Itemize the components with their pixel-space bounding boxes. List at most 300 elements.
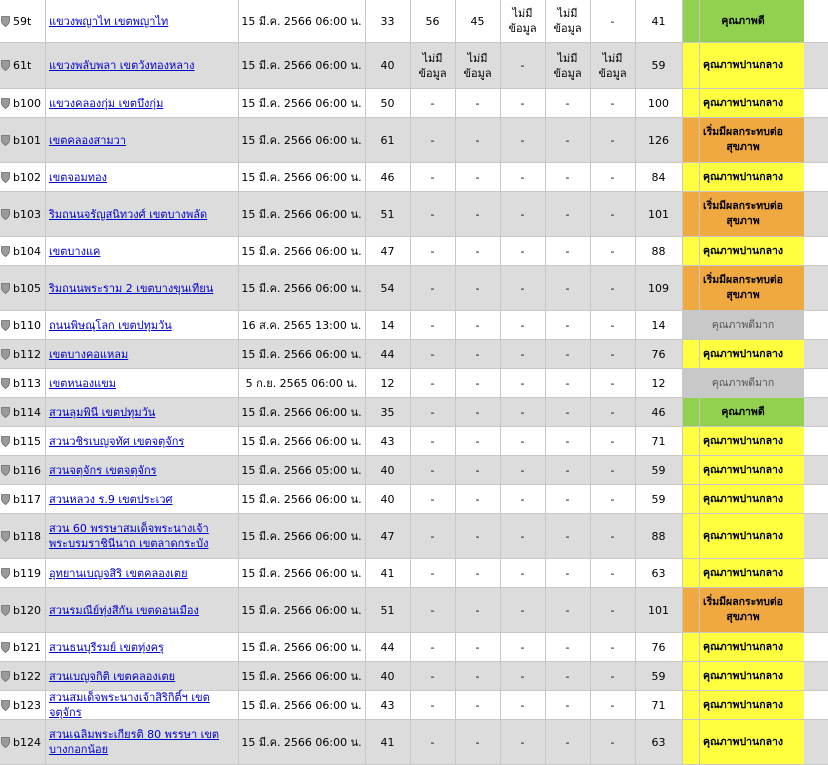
pm10-value: -	[475, 405, 480, 419]
quality-badge: คุณภาพดีมาก	[682, 311, 804, 339]
column-divider	[635, 485, 636, 513]
column-divider	[455, 398, 456, 426]
station-name-cell	[45, 566, 238, 581]
column-divider	[410, 192, 411, 236]
station-link[interactable]: สวน 60 พรรษาสมเด็จพระนางเจ้าพระบรมราชินีนาถ เขตลาดกระบัง	[49, 522, 209, 550]
station-id: b115	[13, 434, 41, 448]
pm10-value: ไม่มี ข้อมูล	[463, 51, 492, 80]
pm10-value: -	[475, 244, 480, 258]
column-divider	[238, 118, 239, 162]
quality-badge: คุณภาพปานกลาง	[682, 340, 804, 368]
column-divider	[410, 720, 411, 764]
table-row	[0, 456, 828, 485]
column-divider	[238, 514, 239, 558]
table-row	[0, 311, 828, 340]
co-value: -	[565, 281, 570, 295]
max-value: 71	[651, 434, 666, 448]
no2-value: -	[610, 376, 615, 390]
column-divider	[365, 311, 366, 339]
shield-icon	[1, 135, 10, 146]
column-divider	[455, 369, 456, 397]
shield-icon	[1, 671, 10, 682]
column-divider	[682, 662, 683, 690]
station-id-cell	[0, 464, 45, 477]
measure-time: 5 ก.ย. 2565 06:00 น.	[245, 376, 358, 390]
column-divider	[682, 118, 683, 162]
column-divider	[699, 398, 700, 426]
column-divider	[365, 662, 366, 690]
co-value: -	[565, 347, 570, 361]
station-link[interactable]: เขตบางแค	[49, 244, 101, 258]
column-divider	[238, 369, 239, 397]
pm25-value: -	[430, 170, 435, 184]
aqi-value: 43	[380, 698, 395, 712]
pm10-value: -	[475, 492, 480, 506]
column-divider	[365, 163, 366, 191]
column-divider	[238, 43, 239, 88]
column-divider	[45, 237, 46, 265]
column-divider	[682, 456, 683, 484]
quality-badge: คุณภาพปานกลาง	[682, 485, 804, 513]
column-divider	[45, 192, 46, 236]
column-divider	[590, 720, 591, 764]
column-divider	[682, 163, 683, 191]
pm25-value: -	[430, 318, 435, 332]
column-divider	[410, 662, 411, 690]
station-link[interactable]: แขวงพลับพลา เขตวังทองหลาง	[49, 59, 195, 72]
pm25-value: -	[430, 698, 435, 712]
table-row	[0, 720, 828, 765]
aqi-value: 61	[380, 133, 395, 147]
column-divider	[500, 485, 501, 513]
column-divider	[238, 588, 239, 632]
column-divider	[410, 340, 411, 368]
station-name-cell	[45, 207, 238, 222]
column-divider	[682, 340, 683, 368]
table-row	[0, 588, 828, 633]
column-divider	[635, 662, 636, 690]
column-divider	[699, 237, 700, 265]
o3-value: -	[520, 735, 525, 749]
station-id-cell	[0, 604, 45, 617]
column-divider	[545, 456, 546, 484]
table-row	[0, 266, 828, 311]
o3-value: -	[520, 244, 525, 258]
o3-value: -	[520, 698, 525, 712]
column-divider	[238, 691, 239, 719]
pm25-value: -	[430, 434, 435, 448]
max-value: 84	[651, 170, 666, 184]
column-divider	[635, 588, 636, 632]
max-value: 63	[651, 735, 666, 749]
column-divider	[590, 0, 591, 42]
pm10-value: -	[475, 669, 480, 683]
station-id: b100	[13, 96, 41, 110]
column-divider	[238, 398, 239, 426]
max-value: 76	[651, 640, 666, 654]
measure-time: 15 มี.ค. 2566 06:00 น.	[241, 14, 362, 28]
station-id-cell	[0, 530, 45, 543]
no2-value: -	[610, 281, 615, 295]
pm25-value: -	[430, 603, 435, 617]
column-divider	[500, 192, 501, 236]
column-divider	[635, 0, 636, 42]
column-divider	[545, 720, 546, 764]
column-divider	[635, 427, 636, 455]
column-divider	[635, 237, 636, 265]
station-name-cell	[45, 318, 238, 333]
max-value: 100	[648, 96, 669, 110]
column-divider	[410, 398, 411, 426]
table-row	[0, 514, 828, 559]
column-divider	[410, 485, 411, 513]
column-divider	[45, 340, 46, 368]
column-divider	[45, 427, 46, 455]
no2-value: -	[610, 96, 615, 110]
no2-value: -	[610, 347, 615, 361]
station-id: b110	[13, 318, 41, 332]
column-divider	[682, 43, 683, 88]
column-divider	[500, 398, 501, 426]
station-link[interactable]: เขตหนองแขม	[49, 376, 117, 390]
no2-value: -	[610, 463, 615, 477]
max-value: 59	[651, 492, 666, 506]
column-divider	[545, 662, 546, 690]
quality-badge: คุณภาพปานกลาง	[682, 559, 804, 587]
station-link[interactable]: แขวงพญาไท เขตพญาไท	[49, 14, 169, 28]
quality-badge: เริ่มมีผลกระทบต่อสุขภาพ	[682, 588, 804, 632]
column-divider	[590, 633, 591, 661]
station-name-cell	[45, 133, 238, 148]
column-divider	[635, 633, 636, 661]
column-divider	[590, 340, 591, 368]
pm10-value: -	[475, 281, 480, 295]
column-divider	[682, 559, 683, 587]
aqi-value: 50	[380, 96, 395, 110]
measure-time: 15 มี.ค. 2566 06:00 น.	[241, 244, 362, 258]
column-divider	[365, 720, 366, 764]
measure-time: 15 มี.ค. 2566 06:00 น.	[241, 133, 362, 147]
measure-time: 15 มี.ค. 2566 06:00 น.	[241, 207, 362, 221]
station-link[interactable]: เขตบางคอแหลม	[49, 347, 129, 361]
column-divider	[545, 514, 546, 558]
column-divider	[545, 89, 546, 117]
quality-badge: คุณภาพปานกลาง	[682, 720, 804, 764]
column-divider	[545, 192, 546, 236]
column-divider	[590, 43, 591, 88]
station-name-cell	[45, 58, 238, 73]
shield-icon	[1, 98, 10, 109]
station-link[interactable]: ริมถนนจรัญสนิทวงศ์ เขตบางพลัด	[49, 207, 208, 221]
column-divider	[45, 266, 46, 310]
measure-time: 15 มี.ค. 2566 06:00 น.	[241, 640, 362, 654]
column-divider	[590, 662, 591, 690]
station-id: b124	[13, 735, 41, 749]
station-name-cell	[45, 405, 238, 420]
pm10-value: -	[475, 640, 480, 654]
o3-value: -	[520, 281, 525, 295]
co-value: -	[565, 640, 570, 654]
column-divider	[410, 43, 411, 88]
aqi-value: 46	[380, 170, 395, 184]
station-link[interactable]: ริมถนนพระราม 2 เขตบางขุนเทียน	[49, 281, 214, 295]
column-divider	[45, 514, 46, 558]
co-value: -	[565, 463, 570, 477]
column-divider	[45, 89, 46, 117]
no2-value: -	[610, 566, 615, 580]
pm25-value: -	[430, 566, 435, 580]
column-divider	[455, 633, 456, 661]
co-value: -	[565, 96, 570, 110]
pm10-value: -	[475, 434, 480, 448]
column-divider	[455, 163, 456, 191]
station-id-cell	[0, 736, 45, 749]
column-divider	[410, 266, 411, 310]
pm10-value: 45	[470, 14, 485, 28]
measure-time: 15 มี.ค. 2566 06:00 น.	[241, 603, 362, 617]
quality-badge: คุณภาพดี	[682, 398, 804, 426]
quality-badge: คุณภาพปานกลาง	[682, 89, 804, 117]
column-divider	[590, 237, 591, 265]
column-divider	[682, 588, 683, 632]
o3-value: -	[520, 566, 525, 580]
station-link[interactable]: สวนเฉลิมพระเกียรติ 80 พรรษา เขตบางกอกน้อย	[49, 728, 220, 756]
co-value: -	[565, 376, 570, 390]
shield-icon	[1, 436, 10, 447]
column-divider	[500, 559, 501, 587]
column-divider	[365, 633, 366, 661]
o3-value: -	[520, 640, 525, 654]
column-divider	[455, 456, 456, 484]
pm25-value: -	[430, 405, 435, 419]
station-id-cell	[0, 282, 45, 295]
aqi-value: 47	[380, 244, 395, 258]
pm10-value: -	[475, 566, 480, 580]
column-divider	[635, 266, 636, 310]
station-name-cell	[45, 669, 238, 684]
column-divider	[45, 163, 46, 191]
station-id: b120	[13, 603, 41, 617]
column-divider	[682, 266, 683, 310]
no2-value: -	[610, 640, 615, 654]
measure-time: 15 มี.ค. 2566 06:00 น.	[241, 492, 362, 506]
column-divider	[590, 163, 591, 191]
column-divider	[682, 514, 683, 558]
column-divider	[682, 691, 683, 719]
quality-badge: คุณภาพปานกลาง	[682, 163, 804, 191]
column-divider	[365, 0, 366, 42]
o3-value: -	[520, 376, 525, 390]
column-divider	[590, 514, 591, 558]
quality-badge: คุณภาพปานกลาง	[682, 456, 804, 484]
o3-value: -	[520, 96, 525, 110]
column-divider	[699, 633, 700, 661]
table-row	[0, 398, 828, 427]
column-divider	[699, 89, 700, 117]
max-value: 59	[651, 59, 666, 72]
station-id-cell	[0, 97, 45, 110]
no2-value: -	[610, 405, 615, 419]
station-link[interactable]: เขตคลองสามวา	[49, 133, 126, 147]
column-divider	[45, 43, 46, 88]
max-value: 126	[648, 133, 669, 147]
column-divider	[699, 369, 700, 397]
column-divider	[238, 266, 239, 310]
station-link[interactable]: สวนเบญจกิติ เขตคลองเตย	[49, 669, 176, 683]
aqi-value: 51	[380, 207, 395, 221]
column-divider	[410, 456, 411, 484]
station-id: b113	[13, 376, 41, 390]
no2-value: -	[610, 434, 615, 448]
column-divider	[45, 456, 46, 484]
column-divider	[699, 588, 700, 632]
column-divider	[500, 514, 501, 558]
pm25-value: -	[430, 640, 435, 654]
column-divider	[635, 43, 636, 88]
station-id-cell	[0, 15, 45, 28]
column-divider	[699, 427, 700, 455]
pm25-value: 56	[425, 14, 440, 28]
column-divider	[545, 43, 546, 88]
measure-time: 15 มี.ค. 2566 06:00 น.	[241, 281, 362, 295]
o3-value: -	[520, 318, 525, 332]
column-divider	[682, 192, 683, 236]
pm25-value: -	[430, 463, 435, 477]
station-id-cell	[0, 171, 45, 184]
o3-value: -	[520, 347, 525, 361]
column-divider	[699, 485, 700, 513]
column-divider	[455, 427, 456, 455]
aqi-value: 40	[380, 463, 395, 477]
table-row	[0, 118, 828, 163]
column-divider	[410, 427, 411, 455]
aqi-value: 54	[380, 281, 395, 295]
no2-value: -	[610, 603, 615, 617]
column-divider	[455, 266, 456, 310]
station-id: b117	[13, 492, 41, 506]
column-divider	[45, 559, 46, 587]
column-divider	[545, 118, 546, 162]
column-divider	[500, 662, 501, 690]
max-value: 46	[651, 405, 666, 419]
column-divider	[635, 456, 636, 484]
station-link[interactable]: ถนนพิษณุโลก เขตปทุมวัน	[49, 318, 172, 332]
station-link[interactable]: สวนรมณีย์ทุ่งสีกัน เขตดอนเมือง	[49, 603, 199, 617]
column-divider	[545, 691, 546, 719]
no2-value: -	[610, 735, 615, 749]
o3-value: -	[520, 170, 525, 184]
column-divider	[635, 89, 636, 117]
station-id-cell	[0, 493, 45, 506]
station-link[interactable]: อุทยานเบญจสิริ เขตคลองเตย	[49, 566, 188, 580]
column-divider	[365, 89, 366, 117]
column-divider	[455, 588, 456, 632]
quality-badge: เริ่มมีผลกระทบต่อสุขภาพ	[682, 266, 804, 310]
co-value: -	[565, 603, 570, 617]
column-divider	[365, 369, 366, 397]
station-link[interactable]: สวนสมเด็จพระนางเจ้าสิริกิติ์ฯ เขตจตุจักร	[49, 691, 210, 719]
shield-icon	[1, 209, 10, 220]
column-divider	[45, 485, 46, 513]
station-link[interactable]: สวนวชิรเบญจทัศ เขตจตุจักร	[49, 434, 185, 448]
aqi-value: 40	[380, 669, 395, 683]
column-divider	[238, 559, 239, 587]
station-link[interactable]: สวนหลวง ร.9 เขตประเวศ	[49, 492, 173, 506]
shield-icon	[1, 378, 10, 389]
no2-value: -	[610, 318, 615, 332]
column-divider	[410, 163, 411, 191]
measure-time: 15 มี.ค. 2566 06:00 น.	[241, 566, 362, 580]
column-divider	[45, 311, 46, 339]
column-divider	[635, 340, 636, 368]
column-divider	[365, 43, 366, 88]
column-divider	[635, 118, 636, 162]
column-divider	[500, 163, 501, 191]
station-name-cell	[45, 463, 238, 478]
column-divider	[699, 691, 700, 719]
station-link[interactable]: เขตจอมทอง	[49, 170, 107, 184]
quality-badge: คุณภาพปานกลาง	[682, 43, 804, 88]
station-link[interactable]: สวนธนบุรีรมย์ เขตทุ่งครุ	[49, 640, 164, 654]
station-link[interactable]: สวนลุมพินี เขตปทุมวัน	[49, 405, 156, 419]
column-divider	[590, 559, 591, 587]
o3-value: -	[520, 463, 525, 477]
column-divider	[45, 118, 46, 162]
o3-value: -	[520, 207, 525, 221]
column-divider	[682, 89, 683, 117]
column-divider	[635, 691, 636, 719]
station-id-cell	[0, 348, 45, 361]
table-row	[0, 427, 828, 456]
measure-time: 15 มี.ค. 2566 06:00 น.	[241, 347, 362, 361]
table-row	[0, 163, 828, 192]
aqi-value: 40	[380, 59, 395, 72]
pm25-value: -	[430, 96, 435, 110]
column-divider	[45, 398, 46, 426]
column-divider	[238, 485, 239, 513]
max-value: 63	[651, 566, 666, 580]
station-id-cell	[0, 208, 45, 221]
column-divider	[365, 485, 366, 513]
quality-badge: คุณภาพปานกลาง	[682, 427, 804, 455]
shield-icon	[1, 568, 10, 579]
station-id-cell	[0, 641, 45, 654]
column-divider	[635, 514, 636, 558]
shield-icon	[1, 531, 10, 542]
station-id: b104	[13, 244, 41, 258]
station-id-cell	[0, 435, 45, 448]
station-id: b121	[13, 640, 41, 654]
column-divider	[699, 559, 700, 587]
column-divider	[455, 0, 456, 42]
measure-time: 15 มี.ค. 2566 06:00 น.	[241, 529, 362, 543]
co-value: -	[565, 170, 570, 184]
pm25-value: -	[430, 244, 435, 258]
column-divider	[410, 311, 411, 339]
column-divider	[682, 720, 683, 764]
max-value: 12	[651, 376, 666, 390]
station-name-cell	[45, 376, 238, 391]
column-divider	[500, 427, 501, 455]
column-divider	[45, 588, 46, 632]
column-divider	[682, 485, 683, 513]
column-divider	[238, 720, 239, 764]
measure-time: 15 มี.ค. 2566 06:00 น.	[241, 735, 362, 749]
station-link[interactable]: แขวงคลองกุ่ม เขตบึงกุ่ม	[49, 96, 164, 110]
column-divider	[455, 43, 456, 88]
station-link[interactable]: สวนจตุจักร เขตจตุจักร	[49, 463, 157, 477]
pm10-value: -	[475, 347, 480, 361]
